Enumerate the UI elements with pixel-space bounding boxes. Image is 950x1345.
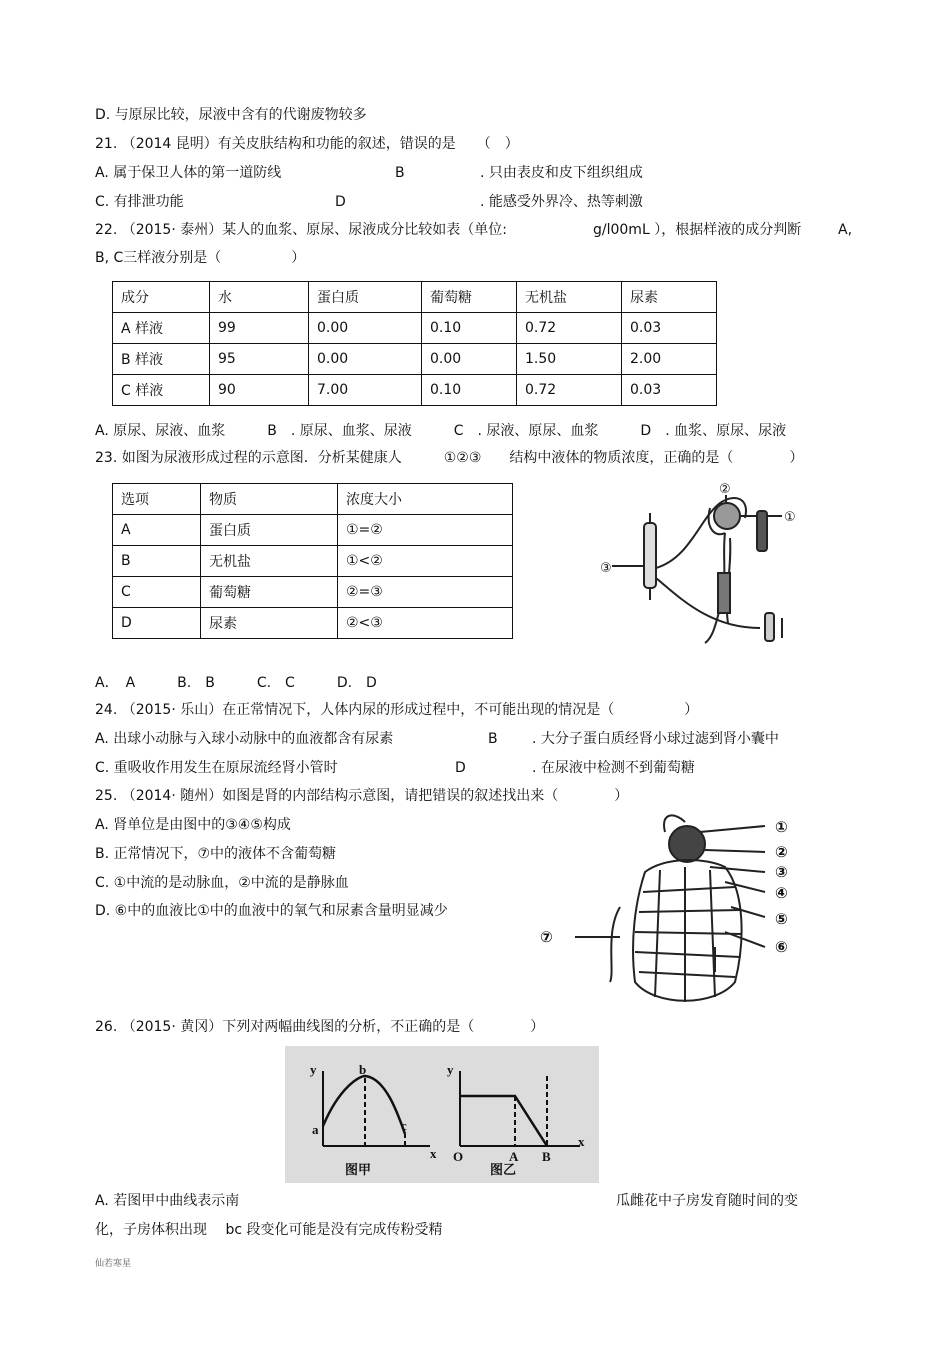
- q23-options: A． A B. B C. C D. D: [95, 675, 377, 691]
- q25-stem: 25. （2014· 随州）如图是肾的内部结构示意图，请把错误的叙述找出来（ ）: [95, 788, 629, 804]
- q23-table: [112, 483, 513, 639]
- diagram-label: ③: [600, 561, 612, 576]
- q22-stem-1: 22. （2015· 泰州）某人的血浆、原尿、尿液成分比较如表（单位:: [95, 222, 507, 238]
- table-cell: ②<③: [338, 608, 513, 639]
- table-cell: 0.10: [422, 375, 517, 406]
- graph-point-label: O: [453, 1149, 464, 1164]
- table-header-row: [113, 282, 717, 313]
- q24-option-d-label: D: [455, 760, 466, 776]
- q24-option-d: . 在尿液中检测不到葡萄糖: [532, 760, 695, 776]
- graph-caption: 图乙: [490, 1162, 517, 1177]
- q22-stem-a: A,: [838, 222, 853, 238]
- table-cell: 无机盐: [201, 546, 338, 577]
- table-row: [113, 344, 717, 375]
- graph-axis-label: y: [447, 1062, 454, 1077]
- table-cell: 0.03: [622, 375, 717, 406]
- q24-option-c: C. 重吸收作用发生在原尿流经肾小管时: [95, 760, 338, 776]
- table-cell: 95: [210, 344, 309, 375]
- diagram-label: ①: [775, 818, 788, 836]
- table-cell: ②=③: [338, 577, 513, 608]
- table-cell: 0.00: [309, 313, 422, 344]
- diagram-label: ⑤: [775, 910, 788, 928]
- table-cell: B: [113, 546, 201, 577]
- table-cell: 葡萄糖: [422, 282, 517, 313]
- table-row: [113, 375, 717, 406]
- table-cell: A: [113, 515, 201, 546]
- table-cell: 0.03: [622, 313, 717, 344]
- table-row: [113, 546, 513, 577]
- curve-graphs: [285, 1046, 599, 1183]
- table-cell: 尿素: [201, 608, 338, 639]
- q21-option-d-label: D: [335, 194, 346, 210]
- q22-options: A. 原尿、尿液、血浆 B . 原尿、血浆、尿液 C . 尿液、原尿、血浆 D . 血浆、原尿、尿液: [95, 423, 787, 439]
- table-cell: 99: [210, 313, 309, 344]
- table-header-row: [113, 484, 513, 515]
- table-cell: 尿素: [622, 282, 717, 313]
- table-cell: 90: [210, 375, 309, 406]
- table-cell: C: [113, 577, 201, 608]
- q24-option-b-label: B: [488, 731, 498, 747]
- table-row: [113, 608, 513, 639]
- diagram-label: ④: [775, 884, 788, 902]
- q21-option-b-label: B: [395, 165, 405, 181]
- table-cell: ①=②: [338, 515, 513, 546]
- q22-stem-unit: g/l00mL ），根据样液的成分判断: [593, 222, 802, 238]
- table-cell: 浓度大小: [338, 484, 513, 515]
- diagram-label: ⑥: [775, 938, 788, 956]
- table-cell: 2.00: [622, 344, 717, 375]
- diagram-label: ③: [775, 863, 788, 881]
- diagram-label: ②: [775, 843, 788, 861]
- q24-option-b: . 大分子蛋白质经肾小球过滤到肾小囊中: [532, 731, 779, 747]
- table-cell: 蛋白质: [201, 515, 338, 546]
- graph-point-label: a: [312, 1122, 319, 1137]
- q21-option-a: A. 属于保卫人体的第一道防线: [95, 165, 282, 181]
- table-cell: D: [113, 608, 201, 639]
- table-cell: 无机盐: [517, 282, 622, 313]
- table-cell: 7.00: [309, 375, 422, 406]
- q22-stem-2: B, C三样液分别是（ ）: [95, 250, 306, 266]
- table-row: [113, 313, 717, 344]
- page-footer: 仙若寒星: [95, 1259, 132, 1269]
- table-cell: 蛋白质: [309, 282, 422, 313]
- nephron-diagram: [600, 478, 830, 658]
- q25-option-c: C. ①中流的是动脉血，②中流的是静脉血: [95, 875, 349, 891]
- q25-option-a: A. 肾单位是由图中的③④⑤构成: [95, 817, 291, 833]
- q24-option-a: A. 出球小动脉与入球小动脉中的血液都含有尿素: [95, 731, 394, 747]
- diagram-label: ②: [719, 482, 731, 497]
- q20-option-d: D. 与原尿比较，尿液中含有的代谢废物较多: [95, 107, 367, 123]
- q21-option-c: C. 有排泄功能: [95, 194, 184, 210]
- table-cell: B 样液: [113, 344, 210, 375]
- graph-point-label: b: [359, 1062, 367, 1077]
- graph-caption: 图甲: [345, 1162, 372, 1177]
- table-cell: 0.10: [422, 313, 517, 344]
- table-cell: 0.00: [309, 344, 422, 375]
- kidney-structure-diagram: [535, 812, 830, 1012]
- table-cell: 水: [210, 282, 309, 313]
- q26-option-a-part2: 瓜雌花中子房发育随时间的变: [616, 1193, 798, 1209]
- table-cell: 物质: [201, 484, 338, 515]
- table-cell: 1.50: [517, 344, 622, 375]
- table-cell: C 样液: [113, 375, 210, 406]
- q26-option-a-part1: A. 若图甲中曲线表示南: [95, 1193, 240, 1209]
- graph-axis-label: x: [430, 1146, 437, 1161]
- table-cell: 成分: [113, 282, 210, 313]
- diagram-label: ①: [784, 510, 796, 525]
- diagram-label: ⑦: [540, 928, 553, 946]
- graph-point-label: A: [509, 1149, 519, 1164]
- table-cell: 选项: [113, 484, 201, 515]
- table-cell: ①<②: [338, 546, 513, 577]
- table-cell: 0.72: [517, 313, 622, 344]
- q26-option-a-part3: 化，子房体积出现 bc 段变化可能是没有完成传粉受精: [95, 1222, 443, 1238]
- table-cell: 葡萄糖: [201, 577, 338, 608]
- graph-point-label: c: [401, 1118, 407, 1133]
- table-row: [113, 577, 513, 608]
- table-cell: 0.00: [422, 344, 517, 375]
- graph-axis-label: x: [578, 1134, 585, 1149]
- q23-stem: 23. 如图为尿液形成过程的示意图．分析某健康人 ①②③ 结构中液体的物质浓度，正确的是（ ）: [95, 450, 804, 466]
- q25-option-b: B. 正常情况下，⑦中的液体不含葡萄糖: [95, 846, 337, 862]
- q22-table: [112, 281, 717, 406]
- q21-stem: 21. （2014 昆明）有关皮肤结构和功能的叙述，错误的是 （ ）: [95, 136, 519, 152]
- q21-option-b: . 只由表皮和皮下组织组成: [480, 165, 643, 181]
- q25-option-d: D. ⑥中的血液比①中的血液中的氧气和尿素含量明显减少: [95, 903, 448, 919]
- graph-point-label: B: [542, 1149, 551, 1164]
- graph-axis-label: y: [310, 1062, 317, 1077]
- table-cell: 0.72: [517, 375, 622, 406]
- table-row: [113, 515, 513, 546]
- q26-stem: 26. （2015· 黄冈）下列对两幅曲线图的分析，不正确的是（ ）: [95, 1019, 545, 1035]
- table-cell: A 样液: [113, 313, 210, 344]
- q24-stem: 24. （2015· 乐山）在正常情况下，人体内尿的形成过程中，不可能出现的情况是（ ）: [95, 702, 699, 718]
- q21-option-d: . 能感受外界冷、热等刺激: [480, 194, 643, 210]
